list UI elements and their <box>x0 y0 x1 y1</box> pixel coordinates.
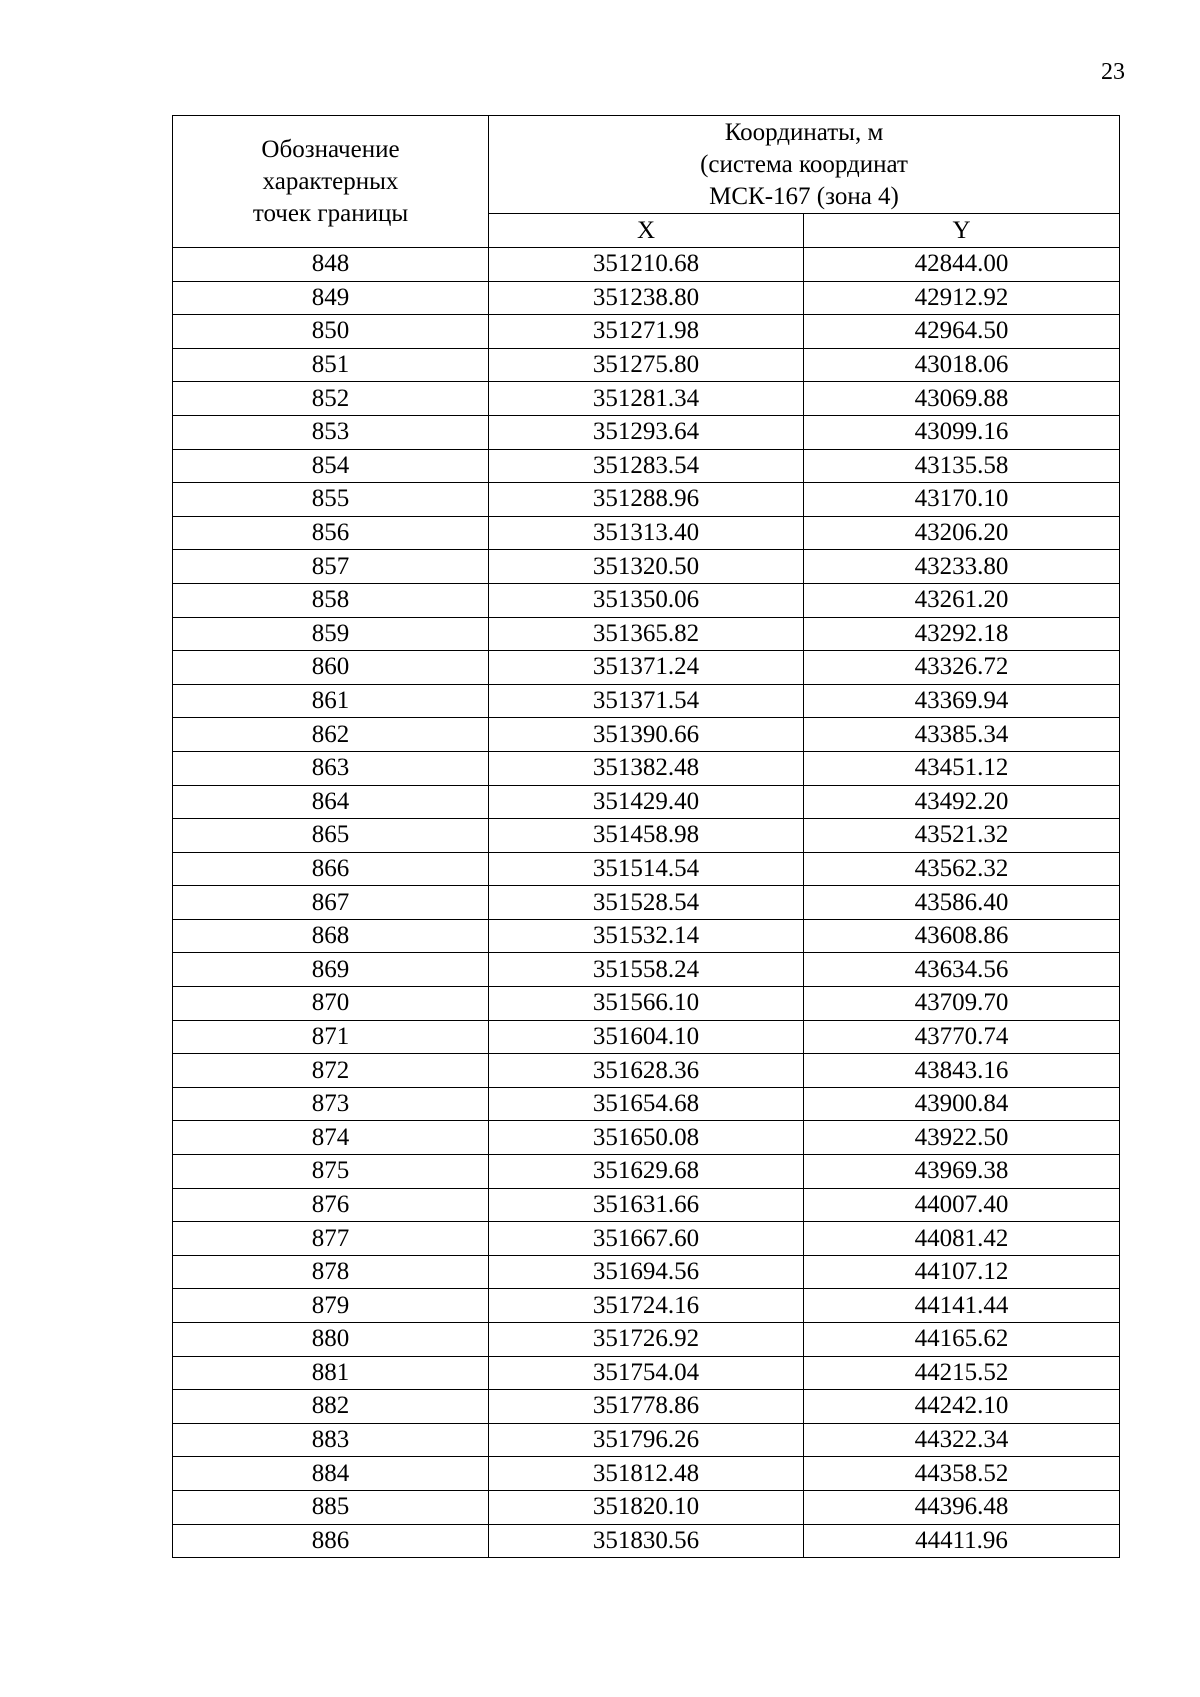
coord-header-line: (система координат <box>700 150 908 178</box>
y-cell: 44081.42 <box>804 1222 1120 1256</box>
table-row <box>173 1087 1120 1121</box>
x-cell: 351238.80 <box>489 281 804 315</box>
point-cell: 879 <box>173 1289 489 1323</box>
y-cell: 43608.86 <box>804 919 1120 953</box>
point-cell: 883 <box>173 1423 489 1457</box>
table-row <box>173 718 1120 752</box>
y-cell: 43451.12 <box>804 751 1120 785</box>
point-cell: 864 <box>173 785 489 819</box>
y-column-header: Y <box>804 214 1120 248</box>
x-cell: 351830.56 <box>489 1524 804 1558</box>
y-cell: 43770.74 <box>804 1020 1120 1054</box>
x-cell: 351283.54 <box>489 449 804 483</box>
x-cell: 351820.10 <box>489 1490 804 1524</box>
y-cell: 44107.12 <box>804 1255 1120 1289</box>
point-header-line: точек границы <box>252 199 409 227</box>
table-row <box>173 919 1120 953</box>
table-row <box>173 348 1120 382</box>
x-cell: 351313.40 <box>489 516 804 550</box>
point-cell: 853 <box>173 415 489 449</box>
x-cell: 351365.82 <box>489 617 804 651</box>
table-row <box>173 819 1120 853</box>
y-cell: 44165.62 <box>804 1323 1120 1357</box>
table-row <box>173 953 1120 987</box>
point-cell: 874 <box>173 1121 489 1155</box>
y-cell: 42912.92 <box>804 281 1120 315</box>
y-cell: 43492.20 <box>804 785 1120 819</box>
point-cell: 858 <box>173 583 489 617</box>
y-cell: 44007.40 <box>804 1188 1120 1222</box>
x-cell: 351390.66 <box>489 718 804 752</box>
table-row <box>173 315 1120 349</box>
table-row <box>173 1423 1120 1457</box>
table-row <box>173 516 1120 550</box>
y-cell: 43521.32 <box>804 819 1120 853</box>
point-cell: 884 <box>173 1457 489 1491</box>
table-row <box>173 751 1120 785</box>
point-cell: 849 <box>173 281 489 315</box>
table-row <box>173 449 1120 483</box>
x-cell: 351514.54 <box>489 852 804 886</box>
point-cell: 873 <box>173 1087 489 1121</box>
table-row <box>173 382 1120 416</box>
page-number: 23 <box>1101 59 1125 85</box>
point-cell: 876 <box>173 1188 489 1222</box>
point-cell: 856 <box>173 516 489 550</box>
y-cell: 44242.10 <box>804 1390 1120 1424</box>
y-cell: 43069.88 <box>804 382 1120 416</box>
y-cell: 43170.10 <box>804 483 1120 517</box>
x-cell: 351271.98 <box>489 315 804 349</box>
point-cell: 854 <box>173 449 489 483</box>
table-row <box>173 852 1120 886</box>
y-cell: 43586.40 <box>804 886 1120 920</box>
point-cell: 868 <box>173 919 489 953</box>
coord-header-line: МСК-167 (зона 4) <box>709 182 899 210</box>
table-row <box>173 1356 1120 1390</box>
x-cell: 351350.06 <box>489 583 804 617</box>
y-cell: 44358.52 <box>804 1457 1120 1491</box>
table-row <box>173 617 1120 651</box>
y-cell: 44411.96 <box>804 1524 1120 1558</box>
table-row <box>173 1255 1120 1289</box>
point-cell: 865 <box>173 819 489 853</box>
point-header-line: Обозначение <box>261 135 400 163</box>
y-cell: 43099.16 <box>804 415 1120 449</box>
table-row <box>173 1323 1120 1357</box>
y-cell: 43922.50 <box>804 1121 1120 1155</box>
x-cell: 351694.56 <box>489 1255 804 1289</box>
x-cell: 351320.50 <box>489 550 804 584</box>
point-cell: 875 <box>173 1155 489 1189</box>
point-cell: 886 <box>173 1524 489 1558</box>
point-cell: 863 <box>173 751 489 785</box>
y-cell: 43634.56 <box>804 953 1120 987</box>
x-cell: 351631.66 <box>489 1188 804 1222</box>
x-column-header: X <box>489 214 804 248</box>
table-row <box>173 1155 1120 1189</box>
point-cell: 867 <box>173 886 489 920</box>
x-cell: 351382.48 <box>489 751 804 785</box>
point-cell: 862 <box>173 718 489 752</box>
table-header <box>173 116 1120 248</box>
point-cell: 852 <box>173 382 489 416</box>
point-cell: 881 <box>173 1356 489 1390</box>
x-cell: 351281.34 <box>489 382 804 416</box>
x-cell: 351371.54 <box>489 684 804 718</box>
table-row <box>173 785 1120 819</box>
point-cell: 855 <box>173 483 489 517</box>
y-cell: 43562.32 <box>804 852 1120 886</box>
table-row <box>173 1054 1120 1088</box>
point-cell: 880 <box>173 1323 489 1357</box>
y-cell: 43233.80 <box>804 550 1120 584</box>
table-row <box>173 1188 1120 1222</box>
coord-header-line: Координаты, м <box>724 118 884 146</box>
x-cell: 351275.80 <box>489 348 804 382</box>
x-cell: 351724.16 <box>489 1289 804 1323</box>
x-cell: 351667.60 <box>489 1222 804 1256</box>
table-row <box>173 651 1120 685</box>
y-cell: 43709.70 <box>804 987 1120 1021</box>
y-cell: 44322.34 <box>804 1423 1120 1457</box>
x-cell: 351604.10 <box>489 1020 804 1054</box>
point-cell: 885 <box>173 1490 489 1524</box>
x-cell: 351458.98 <box>489 819 804 853</box>
point-cell: 872 <box>173 1054 489 1088</box>
y-cell: 43135.58 <box>804 449 1120 483</box>
x-cell: 351812.48 <box>489 1457 804 1491</box>
x-cell: 351558.24 <box>489 953 804 987</box>
table-row <box>173 1020 1120 1054</box>
table-row <box>173 1457 1120 1491</box>
point-cell: 850 <box>173 315 489 349</box>
table-row <box>173 583 1120 617</box>
x-cell: 351628.36 <box>489 1054 804 1088</box>
x-cell: 351650.08 <box>489 1121 804 1155</box>
point-cell: 861 <box>173 684 489 718</box>
coordinates-table <box>172 115 1120 1558</box>
y-cell: 43018.06 <box>804 348 1120 382</box>
point-cell: 870 <box>173 987 489 1021</box>
point-cell: 871 <box>173 1020 489 1054</box>
point-designation-header <box>173 116 489 248</box>
point-cell: 848 <box>173 248 489 282</box>
table-row <box>173 281 1120 315</box>
table-row <box>173 684 1120 718</box>
x-cell: 351754.04 <box>489 1356 804 1390</box>
table-row <box>173 1524 1120 1558</box>
y-cell: 42844.00 <box>804 248 1120 282</box>
y-cell: 44141.44 <box>804 1289 1120 1323</box>
y-cell: 43206.20 <box>804 516 1120 550</box>
x-cell: 351429.40 <box>489 785 804 819</box>
x-cell: 351629.68 <box>489 1155 804 1189</box>
table-row <box>173 483 1120 517</box>
table-row <box>173 248 1120 282</box>
table-row <box>173 1490 1120 1524</box>
x-cell: 351778.86 <box>489 1390 804 1424</box>
table-row <box>173 987 1120 1021</box>
table-row <box>173 550 1120 584</box>
table-row <box>173 415 1120 449</box>
y-cell: 42964.50 <box>804 315 1120 349</box>
point-cell: 851 <box>173 348 489 382</box>
x-cell: 351293.64 <box>489 415 804 449</box>
point-cell: 869 <box>173 953 489 987</box>
point-cell: 859 <box>173 617 489 651</box>
x-cell: 351796.26 <box>489 1423 804 1457</box>
y-cell: 44396.48 <box>804 1490 1120 1524</box>
point-cell: 882 <box>173 1390 489 1424</box>
point-cell: 866 <box>173 852 489 886</box>
y-cell: 43369.94 <box>804 684 1120 718</box>
x-cell: 351288.96 <box>489 483 804 517</box>
table-row <box>173 1222 1120 1256</box>
y-cell: 44215.52 <box>804 1356 1120 1390</box>
point-header-line: характерных <box>262 167 399 195</box>
y-cell: 43326.72 <box>804 651 1120 685</box>
y-cell: 43900.84 <box>804 1087 1120 1121</box>
x-cell: 351654.68 <box>489 1087 804 1121</box>
y-cell: 43385.34 <box>804 718 1120 752</box>
table-row <box>173 1390 1120 1424</box>
y-cell: 43261.20 <box>804 583 1120 617</box>
x-cell: 351532.14 <box>489 919 804 953</box>
table-row <box>173 1289 1120 1323</box>
y-cell: 43292.18 <box>804 617 1120 651</box>
table-row <box>173 886 1120 920</box>
table-row <box>173 1121 1120 1155</box>
y-cell: 43843.16 <box>804 1054 1120 1088</box>
x-cell: 351371.24 <box>489 651 804 685</box>
point-cell: 877 <box>173 1222 489 1256</box>
point-cell: 878 <box>173 1255 489 1289</box>
coordinates-header <box>489 116 1120 214</box>
point-cell: 857 <box>173 550 489 584</box>
y-cell: 43969.38 <box>804 1155 1120 1189</box>
x-cell: 351726.92 <box>489 1323 804 1357</box>
x-cell: 351566.10 <box>489 987 804 1021</box>
x-cell: 351210.68 <box>489 248 804 282</box>
point-cell: 860 <box>173 651 489 685</box>
x-cell: 351528.54 <box>489 886 804 920</box>
table-body <box>173 248 1120 1558</box>
